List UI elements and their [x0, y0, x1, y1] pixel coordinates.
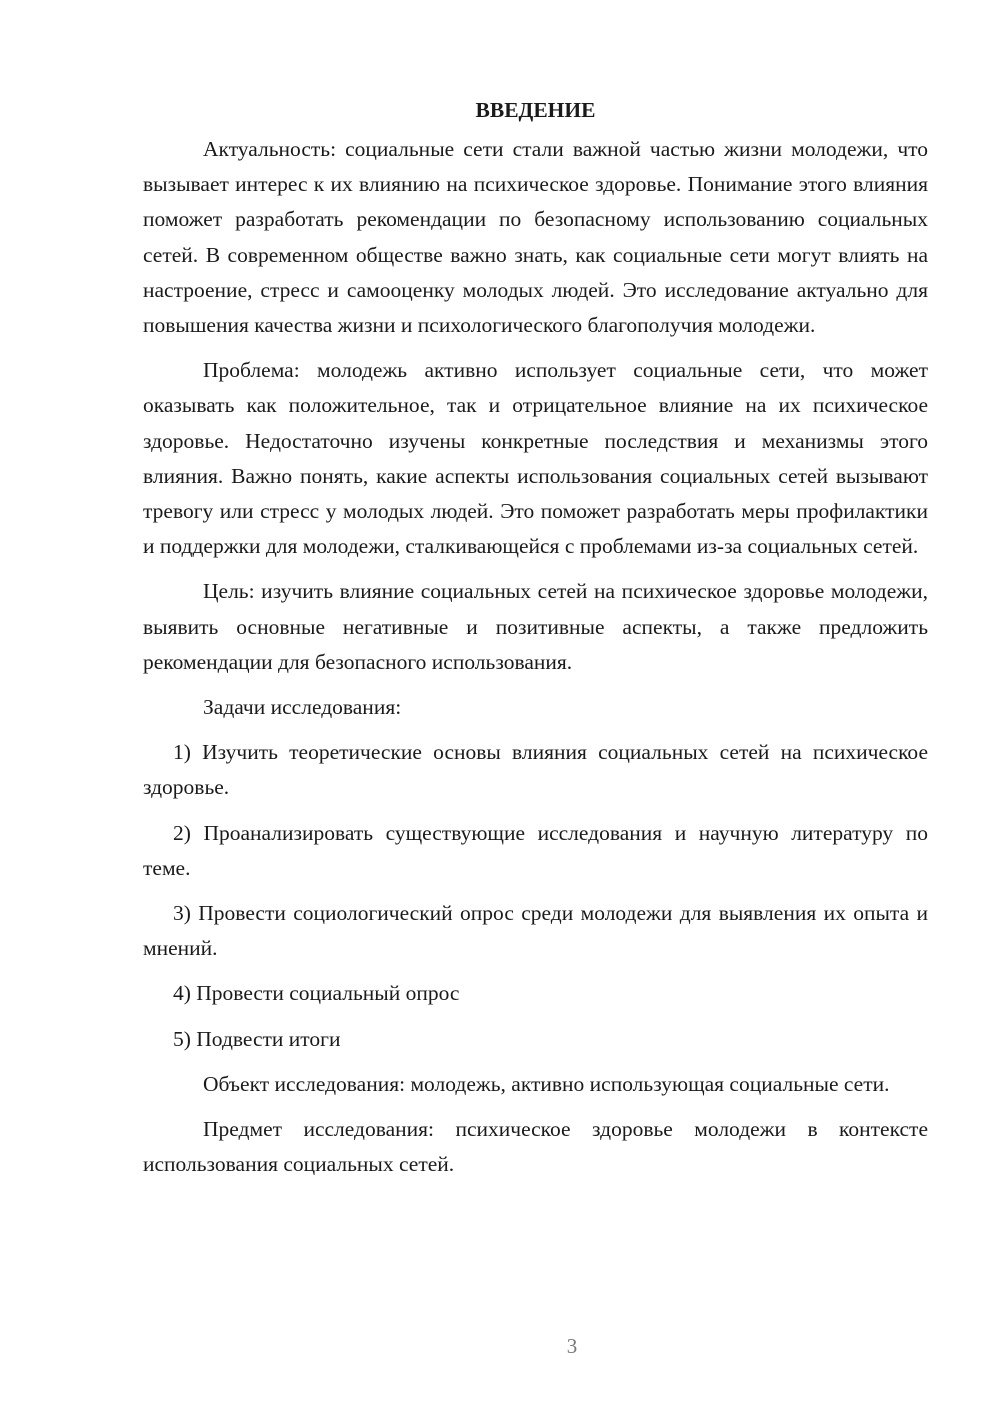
page-number: 3 [566, 1334, 578, 1358]
paragraph-goal: Цель: изучить влияние социальных сетей на психическое здоровье молодежи, выявить основные негативные и позитивные аспекты, а также предложить рекомендации для безопасного использования. [143, 579, 928, 674]
list-item-task-4: 4) Провести социальный опрос [173, 981, 460, 1006]
document-page [143, 92, 928, 1192]
paragraph-actuality: Актуальность: социальные сети стали важной частью жизни молодежи, что вызывает интерес к их влиянию на психическое здоровье. Понимание этого влияния поможет разработать рекомендации по безопасному использованию социальных сетей. В современном обществе важно знать, как социальные сети могут влиять на настроение, стресс и самооценку молодых людей. Это исследование актуально для повышения качества жизни и психологического благополучия молодежи. [143, 137, 928, 338]
page-title: ВВЕДЕНИЕ [475, 98, 596, 122]
tasks-heading: Задачи исследования: [203, 695, 402, 720]
list-item-task-5: 5) Подвести итоги [173, 1026, 341, 1051]
paragraph-problem: Проблема: молодежь активно использует социальные сети, что может оказывать как положительное, так и отрицательное влияние на их психическое здоровье. Недостаточно изучены конкретные последствия и механизмы этого влияния. Важно понять, какие аспекты использования социальных сетей вызывают тревогу или стресс у молодых людей. Это поможет разработать меры профилактики и поддержки для молодежи, сталкивающейся с проблемами из-за социальных сетей. [143, 358, 928, 559]
paragraph-subject: Предмет исследования: психическое здоровье молодежи в контексте использования социальных сетей. [143, 1117, 928, 1177]
paragraph-object: Объект исследования: молодежь, активно использующая социальные сети. [203, 1071, 890, 1096]
tasks-list [143, 735, 928, 1057]
list-item-task-2: 2) Проанализировать существующие исследования и научную литературу по теме. [143, 820, 928, 880]
list-item-task-3: 3) Провести социологический опрос среди молодежи для выявления их опыта и мнений. [143, 901, 928, 961]
list-item-task-1: 1) Изучить теоретические основы влияния социальных сетей на психическое здоровье. [143, 740, 928, 800]
